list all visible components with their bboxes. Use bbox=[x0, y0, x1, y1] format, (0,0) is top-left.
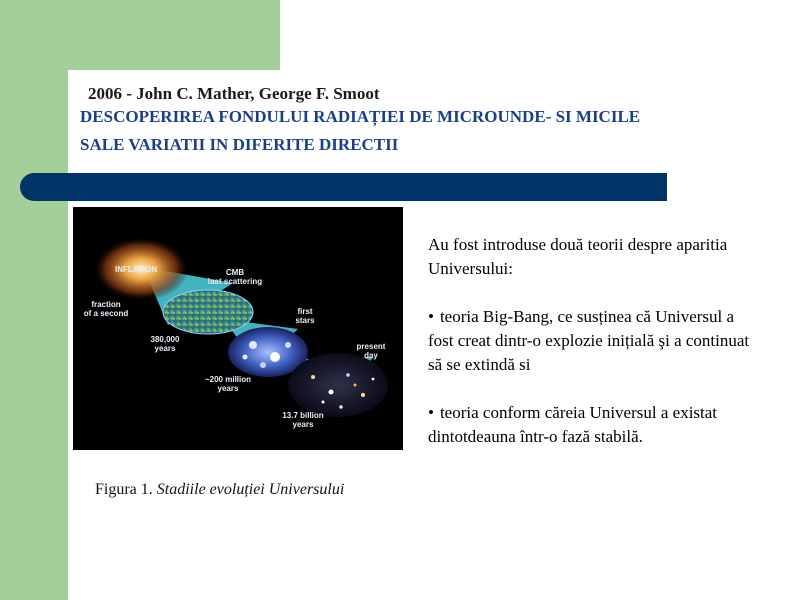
label-first: first bbox=[297, 307, 313, 316]
slide-title bbox=[80, 103, 760, 159]
label-13-7-billion-years: years bbox=[292, 420, 314, 429]
label-fraction: fraction bbox=[91, 300, 121, 309]
figure-illustration bbox=[73, 207, 403, 450]
title-line-2: SALE VARIATII IN DIFERITE DIRECTII bbox=[80, 135, 399, 154]
label-13-7-billion: 13.7 billion bbox=[282, 411, 324, 420]
bullet-icon: • bbox=[428, 403, 434, 422]
bullet-text-2: teoria conform căreia Universul a existat dintotdeauna într-o fază stabilă. bbox=[428, 403, 718, 446]
label-stars: stars bbox=[295, 316, 315, 325]
label-200-million: ~200 million bbox=[204, 375, 252, 384]
slide-subtitle: 2006 - John C. Mather, George F. Smoot bbox=[88, 84, 380, 103]
divider-bar bbox=[20, 173, 667, 201]
label-last-scattering: last scattering bbox=[207, 277, 263, 286]
label-day: day bbox=[364, 351, 378, 360]
bullet-item-steady-state bbox=[428, 401, 758, 449]
label-cmb: CMB bbox=[225, 268, 245, 277]
label-of-a-second: of a second bbox=[83, 309, 129, 318]
bullet-text-1: teoria Big-Bang, ce susținea că Universul a fost creat dintr-o explozie inițială şi a continuat să se extindă si bbox=[428, 307, 750, 374]
label-380000: 380,000 bbox=[150, 335, 180, 344]
universe-evolution-figure bbox=[73, 207, 403, 450]
bullet-icon: • bbox=[428, 307, 434, 326]
label-present: present bbox=[356, 342, 386, 351]
label-380000-years: years bbox=[154, 344, 176, 353]
sidebar-strip bbox=[0, 0, 68, 600]
caption-italic: Stadiile evoluției Universului bbox=[156, 481, 345, 498]
label-inflation: INFLATION bbox=[115, 265, 158, 274]
bullet-item-big-bang bbox=[428, 305, 758, 377]
title-line-1: DESCOPERIREA FONDULUI RADIAȚIEI DE MICROUNDE- SI MICILE bbox=[80, 107, 641, 126]
present-day-disc bbox=[288, 353, 388, 417]
cmb-disc bbox=[163, 290, 253, 334]
caption-prefix: Figura 1. bbox=[95, 481, 157, 498]
body-text bbox=[428, 233, 758, 449]
label-200-million-years: years bbox=[217, 384, 239, 393]
intro-paragraph: Au fost introduse două teorii despre aparitia Universului: bbox=[428, 235, 728, 278]
figure-caption bbox=[95, 481, 344, 499]
top-accent-block bbox=[0, 0, 280, 70]
